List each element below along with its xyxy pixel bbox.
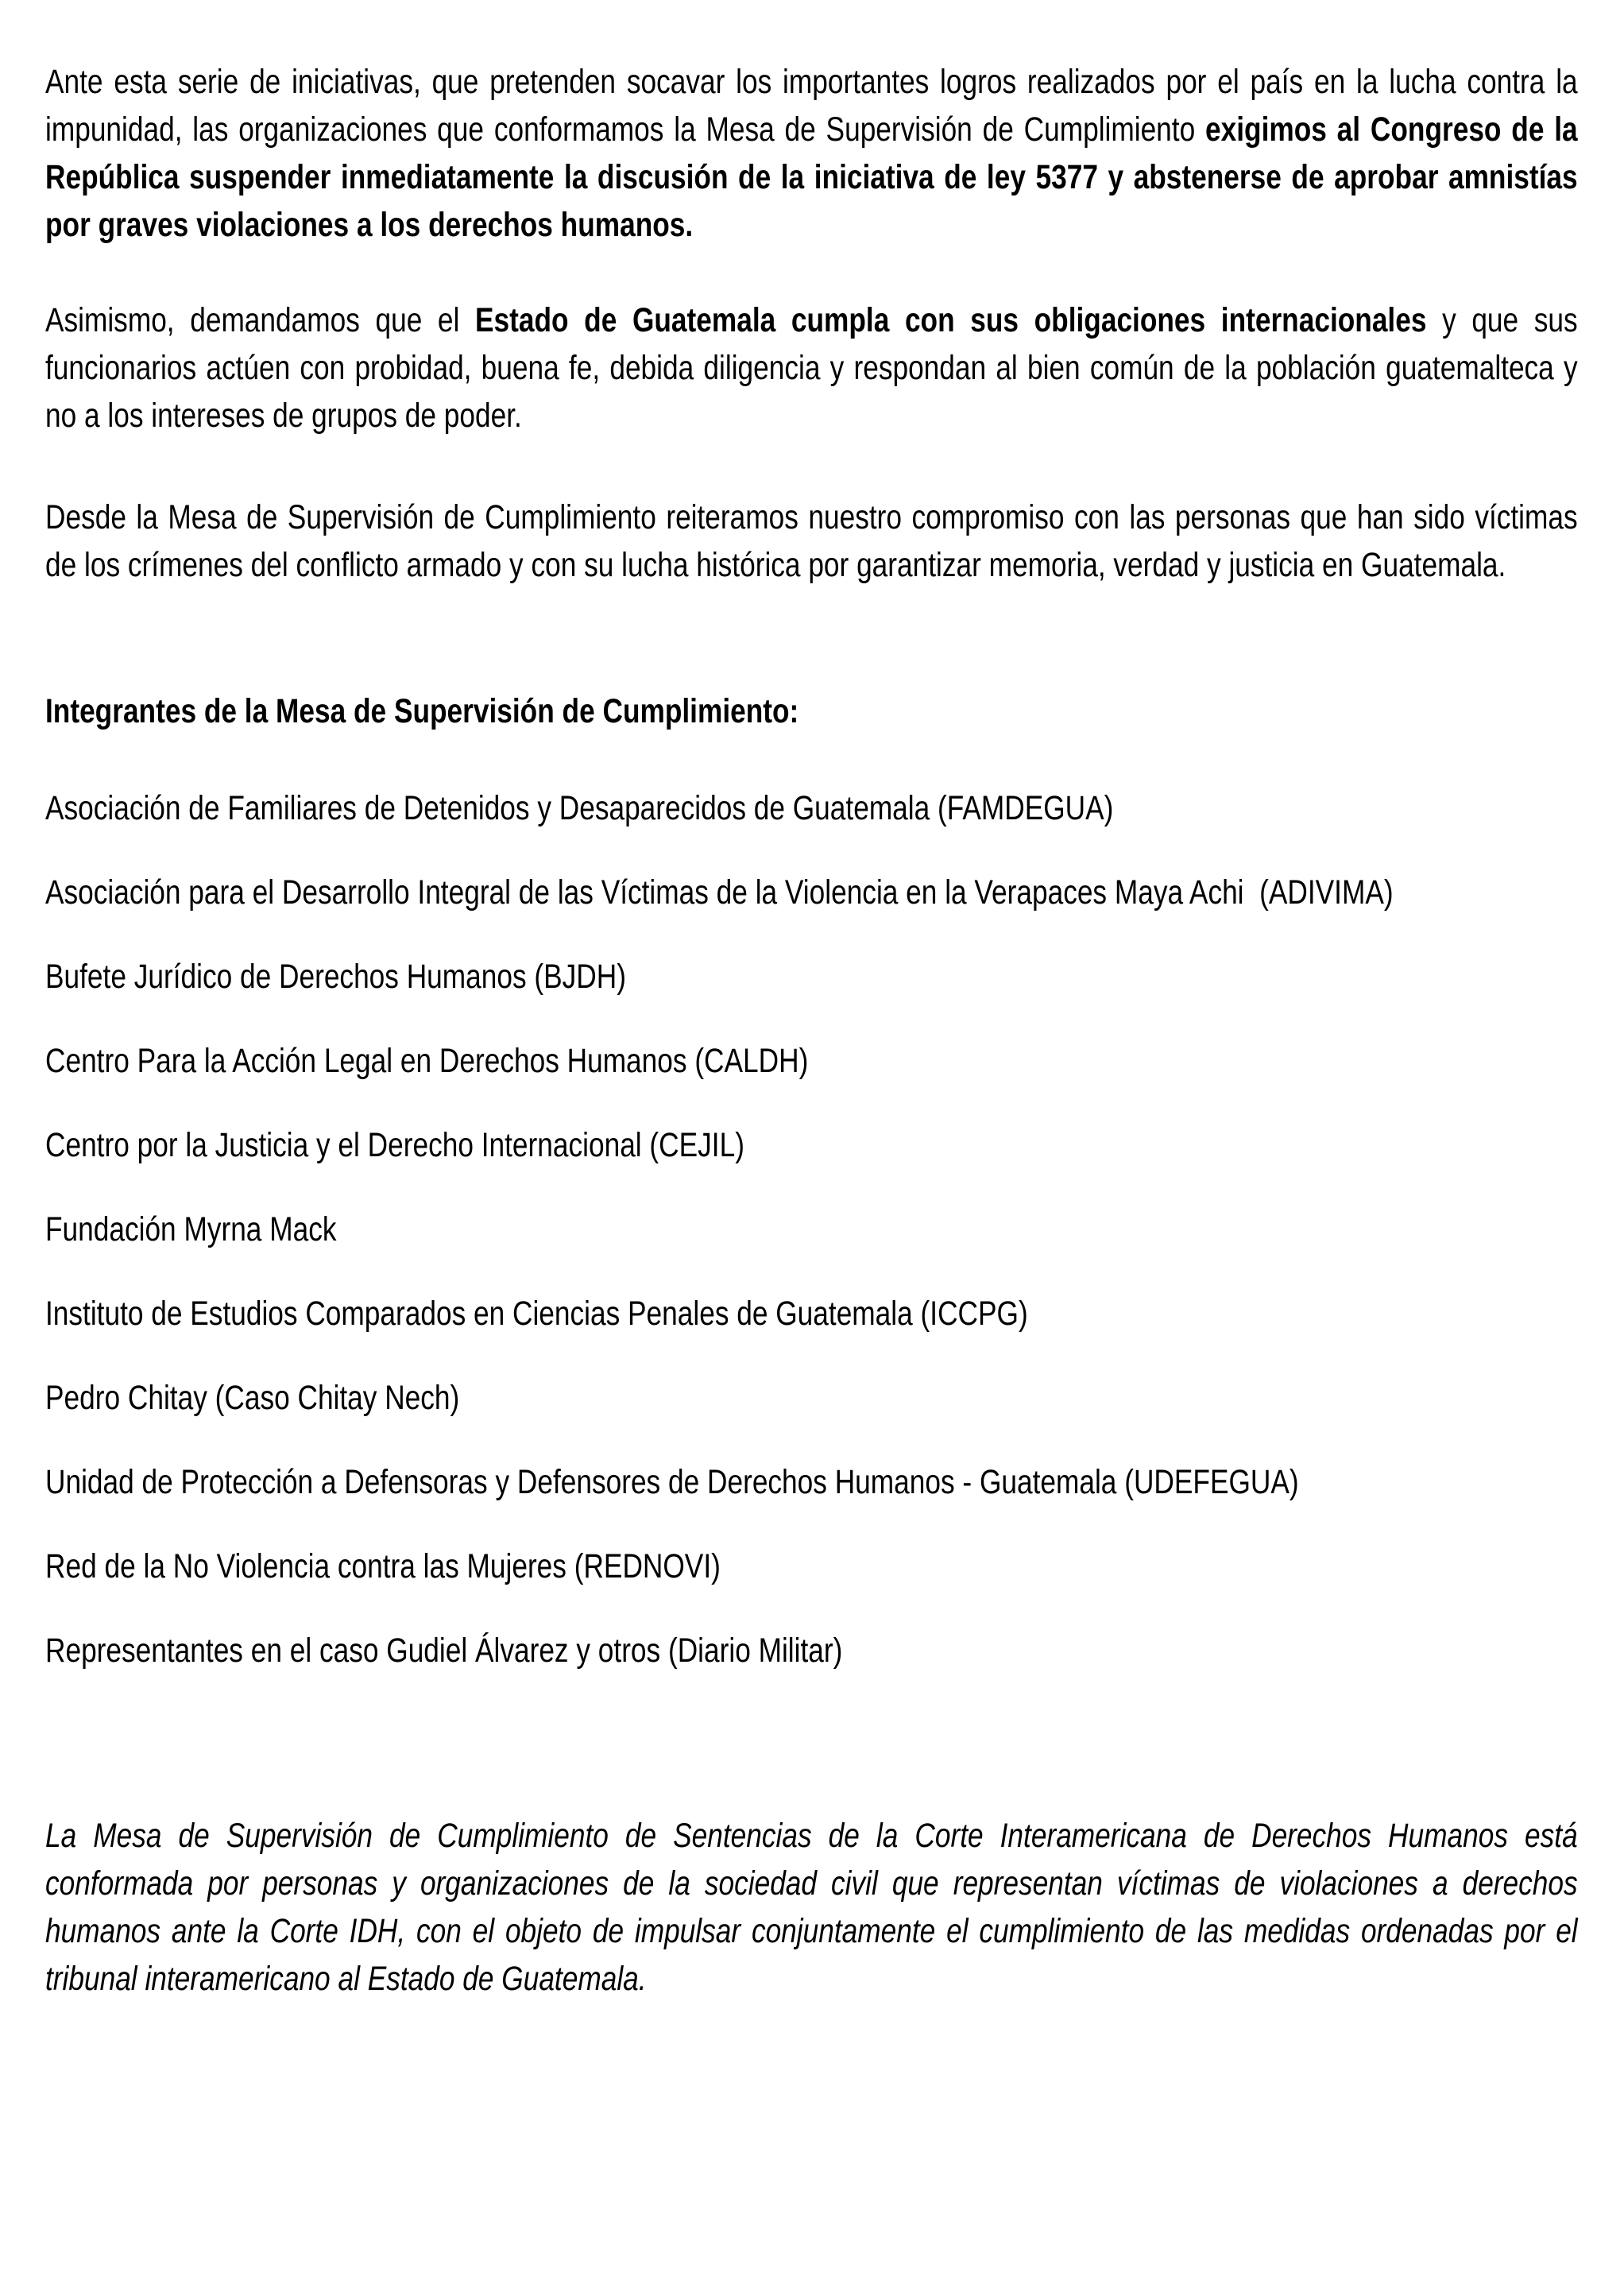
member-item-cejil: Centro por la Justicia y el Derecho Internacional (CEJIL) [45,1126,744,1164]
member-item-adivima: Asociación para el Desarrollo Integral de las Víctimas de la Violencia en la Verapaces Maya Achi (ADIVIMA) [45,873,1394,912]
member-item-iccpg: Instituto de Estudios Comparados en Ciencias Penales de Guatemala (ICCPG) [45,1295,1028,1333]
paragraph-demand-state-bold-text: Estado de Guatemala cumpla con sus obligaciones internacionales [475,301,1427,339]
paragraph-demand-congress-lead-text: Ante esta serie de iniciativas, que pretenden socavar los importantes logros realizados por el país en la lucha contra la impunidad, las organizaciones que conformamos la Mesa de Supervisión de Cumplimiento [45,63,1578,149]
member-item-udefegua: Unidad de Protección a Defensoras y Defensores de Derechos Humanos - Guatemala (UDEFEGUA) [45,1463,1299,1501]
member-item-rednovi: Red de la No Violencia contra las Mujeres (REDNOVI) [45,1547,721,1585]
member-item-famdegua: Asociación de Familiares de Detenidos y Desaparecidos de Guatemala (FAMDEGUA) [45,789,1114,827]
paragraph-demand-state [45,296,1578,439]
member-item-caldh: Centro Para la Acción Legal en Derechos Humanos (CALDH) [45,1042,809,1080]
paragraph-demand-congress-bold-text: exigimos al Congreso de la República suspender inmediatamente la discusión de la iniciativa de ley 5377 y abstenerse de aprobar amnistías por graves violaciones a los derechos humanos. [45,110,1578,244]
member-item-diario-militar: Representantes en el caso Gudiel Álvarez y otros (Diario Militar) [45,1632,843,1670]
member-item-fundacion-myrna-mack: Fundación Myrna Mack [45,1210,337,1248]
paragraph-demand-congress [45,58,1578,249]
member-item-pedro-chitay: Pedro Chitay (Caso Chitay Nech) [45,1379,460,1417]
members-heading: Integrantes de la Mesa de Supervisión de Cumplimiento: [45,692,799,730]
paragraph-demand-state-lead-text: Asimismo, demandamos que el [45,301,476,339]
paragraph-demand-state-tail-text: y que sus funcionarios actúen con probidad, buena fe, debida diligencia y respondan al bien común de la población guatemalteca y no a los intereses de grupos de poder. [45,301,1578,435]
paragraph-commitment: Desde la Mesa de Supervisión de Cumplimiento reiteramos nuestro compromiso con las personas que han sido víctimas de los crímenes del conflicto armado y con su lucha histórica por garantizar memoria, verdad y justicia en Guatemala. [45,498,1578,584]
closing-note: La Mesa de Supervisión de Cumplimiento de Sentencias de la Corte Interamericana de Derechos Humanos está conformada por personas y organizaciones de la sociedad civil que representan víctimas de violaciones a derechos humanos ante la Corte IDH, con el objeto de impulsar conjuntamente el cumplimiento de las medidas ordenadas por el tribunal interamericano al Estado de Guatemala. [45,1817,1578,1998]
document-content [45,58,1578,2003]
member-item-bjdh: Bufete Jurídico de Derechos Humanos (BJDH) [45,958,626,996]
